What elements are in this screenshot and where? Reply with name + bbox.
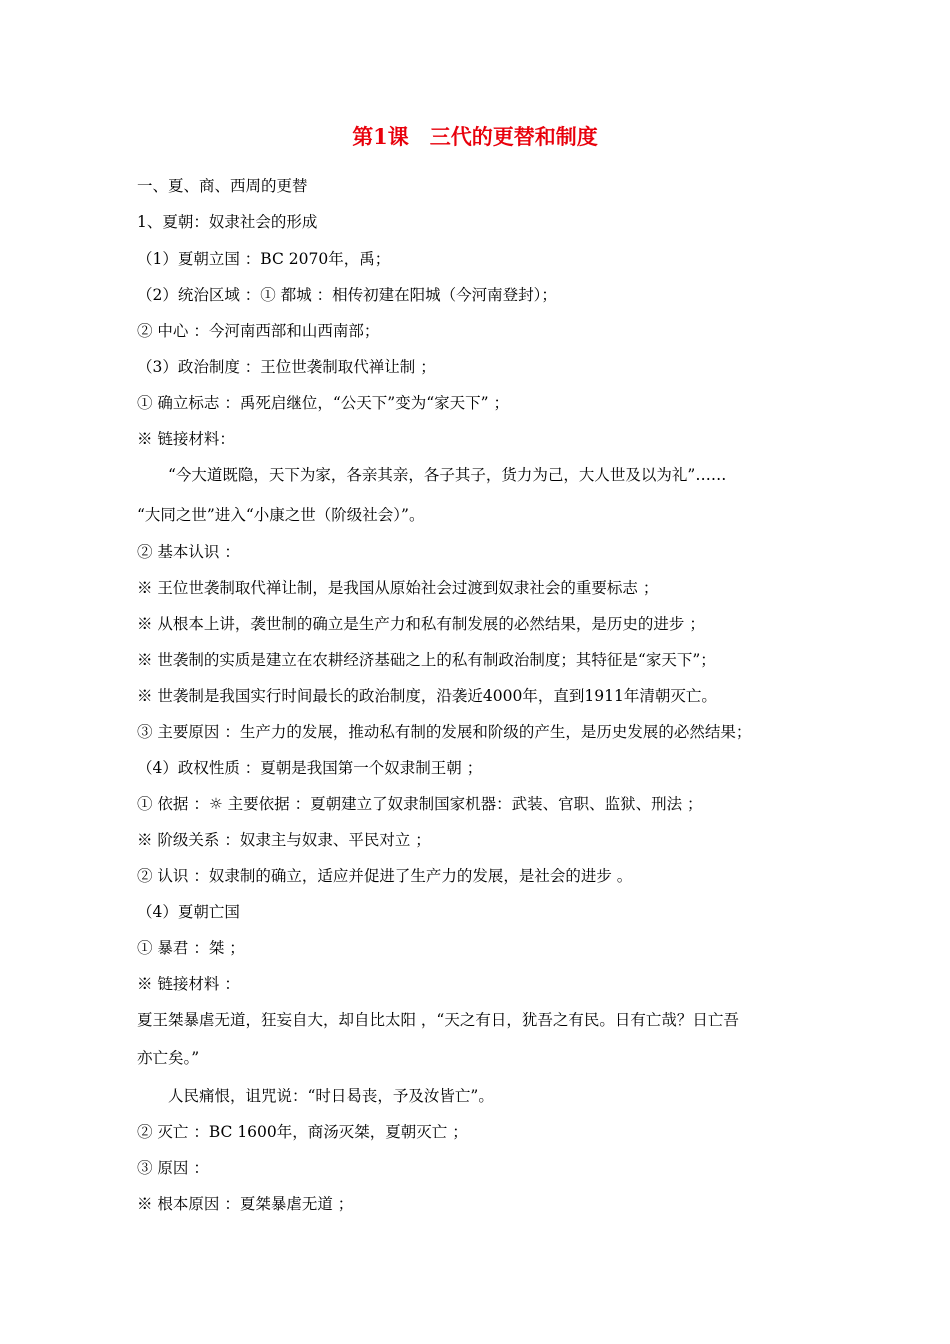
text-line: ※ 阶级关系 ：奴隶主与奴隶、平民对立 ； bbox=[137, 831, 431, 849]
text-line: （4）政权性质 ：夏朝是我国第一个奴隶制王朝 ； bbox=[137, 759, 483, 777]
quote-line: “大同之世”进入“小康之世（阶级社会）”。 bbox=[137, 506, 425, 524]
text-line: 人民痛恨，诅咒说：“时日曷丧，予及汝皆亡”。 bbox=[168, 1087, 494, 1105]
text-line: 夏王桀暴虐无道，狂妄自大，却自比太阳 ，“天之有日，犹吾之有民。日有亡哉？日亡吾 bbox=[137, 1011, 739, 1029]
text-line: （2）统治区域 ：① 都城 ：相传初建在阳城（今河南登封）； bbox=[137, 286, 557, 304]
text-line: ① 依据 ：☼ 主要依据 ：夏朝建立了奴隶制国家机器：武装、官职、监狱、刑法 ； bbox=[137, 795, 703, 813]
text-line: ※ 根本原因 ：夏桀暴虐无道 ； bbox=[137, 1195, 354, 1213]
subsection-heading: 1、夏朝：奴隶社会的形成 bbox=[137, 213, 318, 231]
text-line: ① 暴君 ：桀 ； bbox=[137, 939, 245, 957]
text-line: ③ 主要原因 ：生产力的发展，推动私有制的发展和阶级的产生，是历史发展的必然结果； bbox=[137, 723, 752, 741]
text-line: ① 确立标志 ：禹死启继位，“公天下”变为“家天下” ； bbox=[137, 394, 509, 412]
text-line: ※ 世袭制的实质是建立在农耕经济基础之上的私有制政治制度；其特征是“家天下”； bbox=[137, 651, 716, 669]
text-line: （4）夏朝亡国 bbox=[137, 903, 240, 921]
text-line: （1）夏朝立国 ：BC 2070年，禹； bbox=[137, 250, 391, 268]
page-title: 第1课 三代的更替和制度 bbox=[352, 124, 598, 149]
text-line: ② 认识 ：奴隶制的确立，适应并促进了生产力的发展，是社会的进步 。 bbox=[137, 867, 633, 885]
text-line: ③ 原因 ： bbox=[137, 1159, 209, 1177]
text-line: ※ 世袭制是我国实行时间最长的政治制度，沿袭近4000年，直到1911年清朝灭亡。 bbox=[137, 687, 717, 705]
text-line: ② 中心 ：今河南西部和山西南部； bbox=[137, 322, 380, 340]
section-heading: 一、夏、商、西周的更替 bbox=[137, 177, 308, 195]
text-line: ② 基本认识 ： bbox=[137, 543, 240, 561]
text-line: ※ 王位世袭制取代禅让制，是我国从原始社会过渡到奴隶社会的重要标志 ； bbox=[137, 579, 659, 597]
text-line: 亦亡矣。” bbox=[137, 1049, 200, 1067]
text-line: ※ 从根本上讲，袭世制的确立是生产力和私有制发展的必然结果，是历史的进步 ； bbox=[137, 615, 705, 633]
quote-line: “今大道既隐，天下为家，各亲其亲，各子其子，货力为己，大人世及以为礼”…… bbox=[168, 466, 727, 484]
text-line: （3）政治制度 ：王位世袭制取代禅让制 ； bbox=[137, 358, 436, 376]
text-line: ※ 链接材料： bbox=[137, 430, 235, 448]
text-line: ② 灭亡 ：BC 1600年，商汤灭桀，夏朝灭亡 ； bbox=[137, 1123, 468, 1141]
text-line: ※ 链接材料 ： bbox=[137, 975, 240, 993]
